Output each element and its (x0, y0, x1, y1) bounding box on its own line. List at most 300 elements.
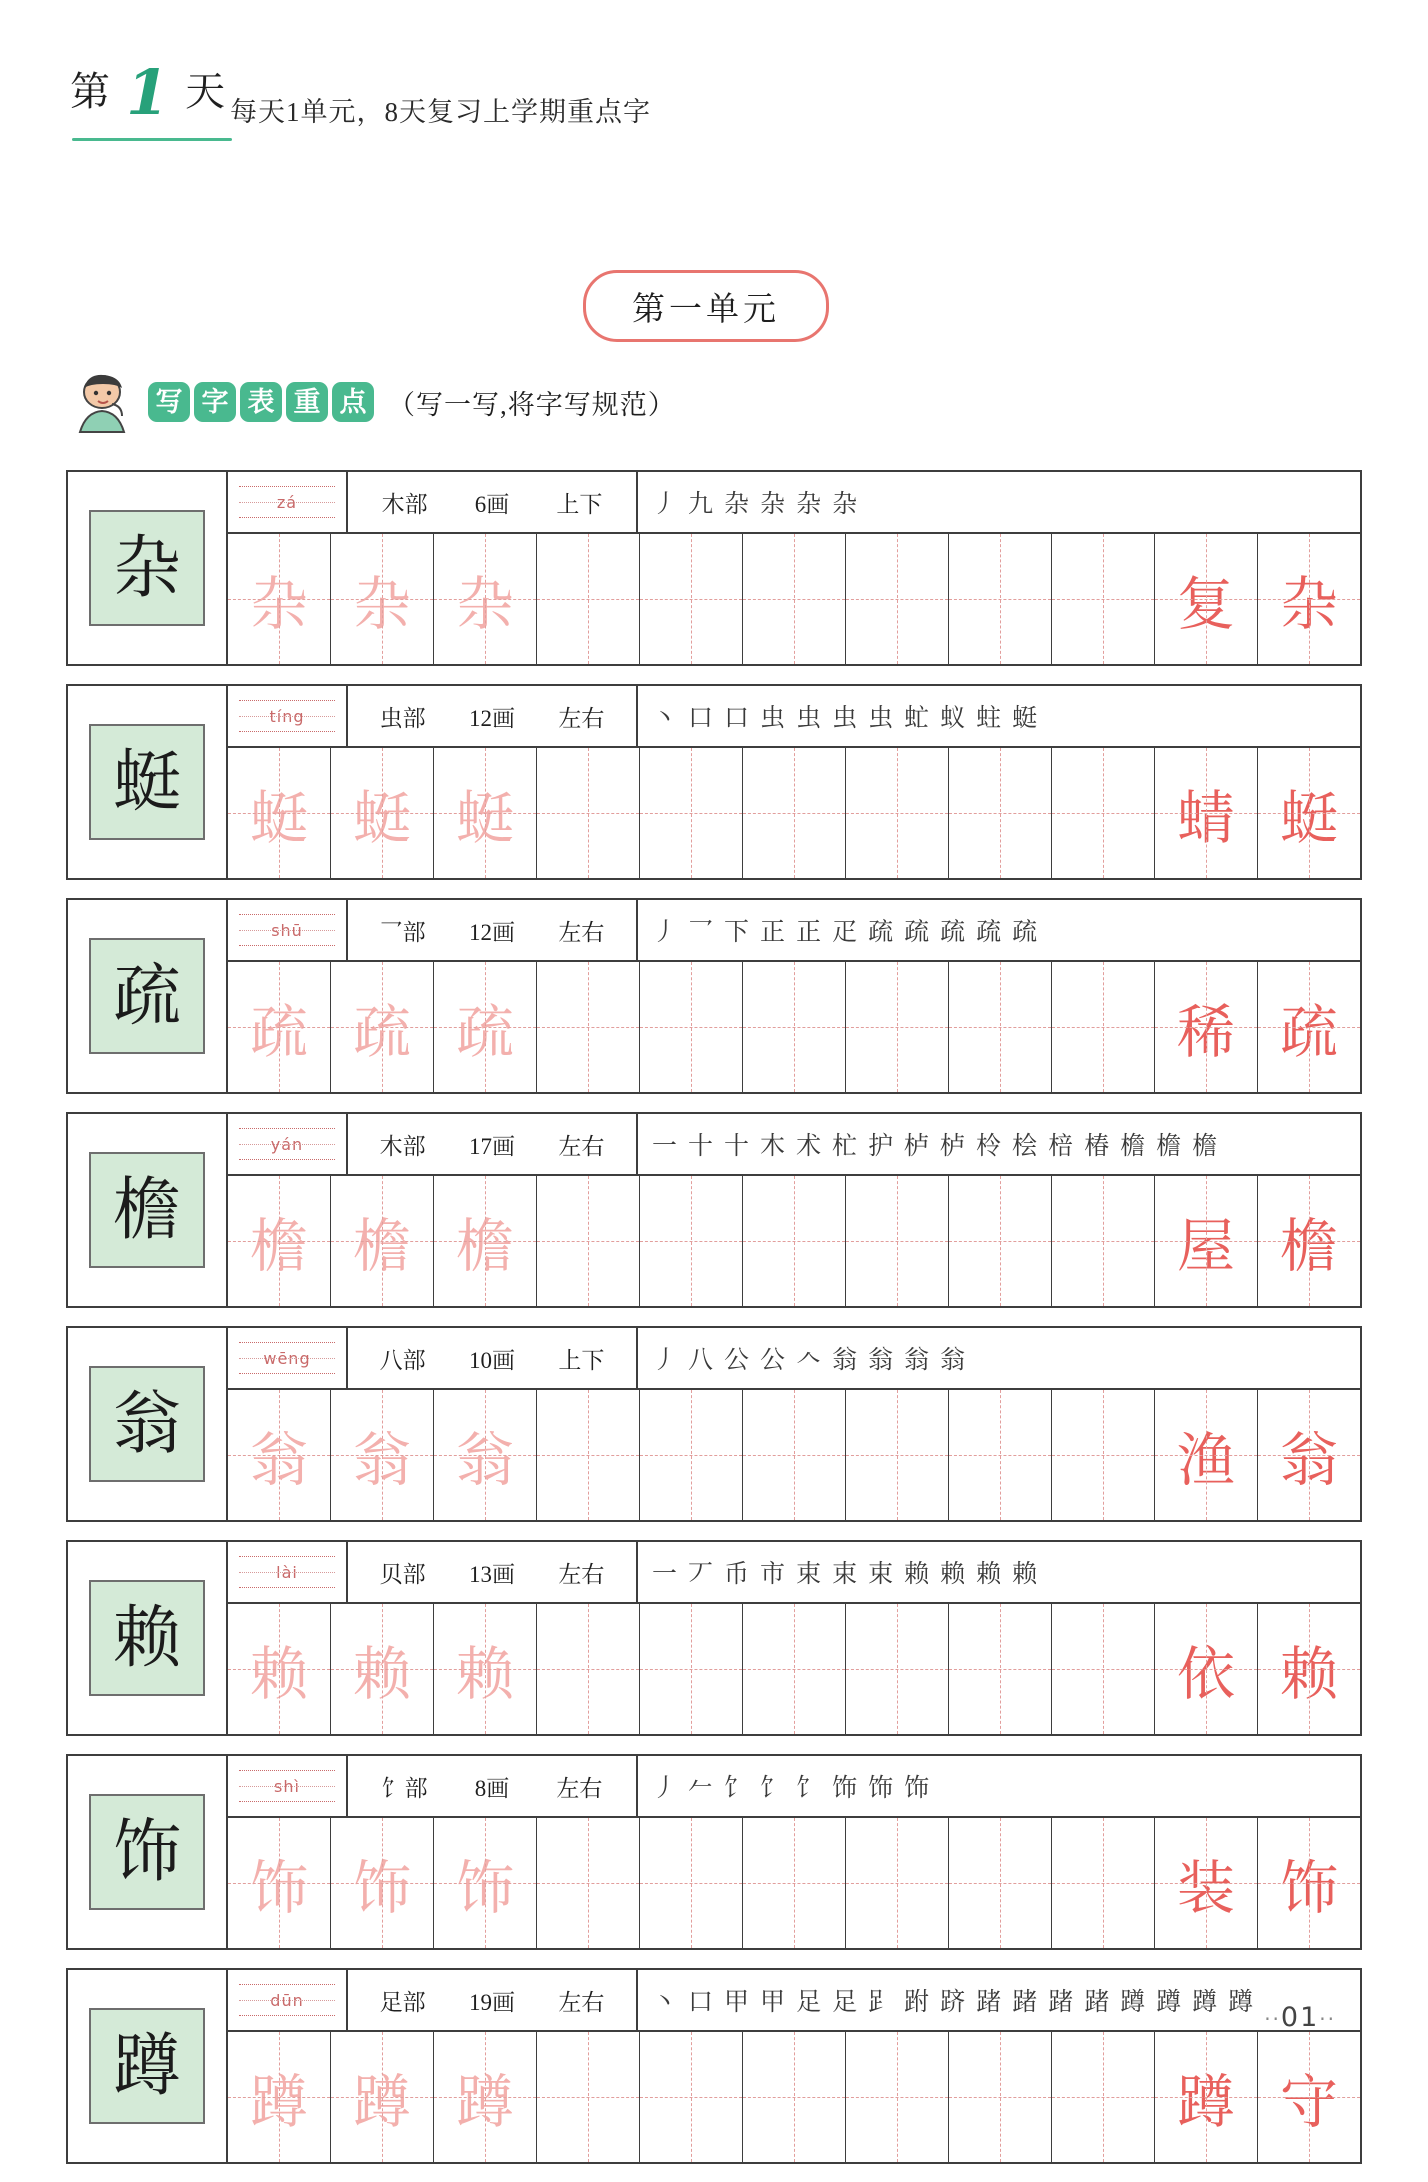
stroke-order-sequence (638, 686, 1360, 746)
radical-label: 木部 (381, 491, 428, 517)
stroke-step: 丿 (652, 1775, 680, 1802)
stroke-step: 虫 (760, 705, 788, 732)
practice-cell-filled[interactable]: 赖 (331, 1604, 434, 1734)
practice-cell-empty[interactable] (537, 962, 640, 1092)
practice-cell-empty[interactable] (537, 1176, 640, 1306)
pinyin-value: shū (239, 914, 335, 946)
stroke-step: 疏 (868, 919, 896, 946)
stroke-step: 椿 (1084, 1133, 1112, 1160)
stroke-step: 乛 (688, 919, 716, 946)
practice-cell-empty[interactable] (1052, 748, 1155, 878)
character-cell (68, 472, 228, 664)
stroke-step: 口 (688, 705, 716, 732)
row-right-area (228, 1328, 1360, 1520)
structure-label: 左右 (558, 705, 605, 731)
practice-cell-empty[interactable] (846, 1604, 949, 1734)
structure-label: 上下 (556, 491, 603, 517)
stroke-step: 币 (724, 1561, 752, 1588)
stroke-step: 栌 (904, 1133, 932, 1160)
stroke-order-sequence (638, 900, 1360, 960)
practice-cell-filled[interactable]: 赖 (228, 1604, 331, 1734)
word-cell[interactable]: 依 (1155, 1604, 1258, 1734)
practice-cell-filled[interactable]: 蜓 (228, 748, 331, 878)
stroke-step: 杂 (832, 491, 860, 518)
practice-cell-empty[interactable] (846, 748, 949, 878)
character-glyph: 饰 (89, 1794, 205, 1910)
character-meta (348, 1114, 638, 1174)
practice-cell-empty[interactable] (743, 534, 846, 664)
row-info-bar (228, 1328, 1360, 1390)
stroke-step: 檐 (1120, 1133, 1148, 1160)
practice-cell-empty[interactable] (1052, 534, 1155, 664)
character-cell (68, 1756, 228, 1948)
character-row (66, 1968, 1362, 2164)
character-row (66, 1754, 1362, 1950)
practice-cell-filled[interactable]: 翁 (331, 1390, 434, 1520)
stroke-count-label: 13画 (468, 1561, 515, 1587)
stroke-step: 足 (796, 1989, 824, 2016)
practice-grid (228, 1818, 1360, 1948)
character-meta (348, 1328, 638, 1388)
practice-cell-filled[interactable]: 蜓 (331, 748, 434, 878)
practice-cell-filled[interactable]: 赖 (434, 1604, 537, 1734)
stroke-step: 一 (652, 1133, 680, 1160)
practice-cell-empty[interactable] (949, 1176, 1052, 1306)
stroke-step: 丿 (652, 1347, 680, 1374)
stroke-step: 九 (688, 491, 716, 518)
stroke-step: 檐 (1192, 1133, 1220, 1160)
stroke-step: 足 (832, 1989, 860, 2016)
stroke-step: 束 (796, 1561, 824, 1588)
practice-cell-empty[interactable] (846, 1390, 949, 1520)
practice-cell-empty[interactable] (743, 2032, 846, 2162)
stroke-step: 护 (868, 1133, 896, 1160)
word-cell[interactable]: 复 (1155, 534, 1258, 664)
stroke-step: 虫 (832, 705, 860, 732)
practice-cell-empty[interactable] (949, 2032, 1052, 2162)
practice-cell-empty[interactable] (1052, 1176, 1155, 1306)
unit-badge: 第一单元 (583, 270, 829, 342)
radical-label: 贝部 (379, 1561, 426, 1587)
practice-grid (228, 748, 1360, 878)
practice-cell-filled[interactable]: 疏 (228, 962, 331, 1092)
row-right-area (228, 1970, 1360, 2162)
word-cell[interactable]: 饰 (1258, 1818, 1360, 1948)
character-meta (348, 686, 638, 746)
badge-char-4: 点 (332, 382, 374, 422)
word-cell[interactable]: 檐 (1258, 1176, 1360, 1306)
word-cell[interactable]: 稀 (1155, 962, 1258, 1092)
structure-label: 左右 (558, 1561, 605, 1587)
badge-char-1: 字 (194, 382, 236, 422)
pinyin-cell[interactable] (228, 1970, 348, 2030)
stroke-step: 赖 (1012, 1561, 1040, 1588)
practice-cell-empty[interactable] (846, 2032, 949, 2162)
practice-cell-filled[interactable]: 檐 (434, 1176, 537, 1306)
section-badge (148, 382, 374, 422)
stroke-count-label: 12画 (468, 705, 515, 731)
row-right-area (228, 1114, 1360, 1306)
structure-label: 左右 (558, 1133, 605, 1159)
stroke-step: 丶 (652, 1989, 680, 2016)
stroke-step: 翁 (904, 1347, 932, 1374)
practice-cell-empty[interactable] (949, 1818, 1052, 1948)
row-info-bar (228, 686, 1360, 748)
word-cell[interactable]: 渔 (1155, 1390, 1258, 1520)
pinyin-cell[interactable] (228, 472, 348, 532)
practice-cell-empty[interactable] (846, 534, 949, 664)
practice-cell-empty[interactable] (537, 1818, 640, 1948)
practice-cell-empty[interactable] (743, 962, 846, 1092)
stroke-step: 跗 (904, 1989, 932, 2016)
stroke-order-sequence (638, 1328, 1360, 1388)
row-right-area (228, 686, 1360, 878)
practice-cell-filled[interactable]: 翁 (228, 1390, 331, 1520)
stroke-step: 公 (760, 1347, 788, 1374)
row-info-bar (228, 1756, 1360, 1818)
character-cell (68, 1328, 228, 1520)
practice-cell-empty[interactable] (1052, 2032, 1155, 2162)
row-info-bar (228, 1542, 1360, 1604)
day-prefix: 第 (70, 69, 112, 114)
pinyin-value: lài (239, 1556, 335, 1588)
page-subtitle: 每天1单元，8天复习上学期重点字 (230, 97, 651, 127)
practice-cell-empty[interactable] (949, 534, 1052, 664)
character-meta (348, 1970, 638, 2030)
practice-grid (228, 1604, 1360, 1734)
character-meta (348, 472, 638, 532)
stroke-step: 翁 (832, 1347, 860, 1374)
character-row (66, 1326, 1362, 1522)
character-cell (68, 1970, 228, 2162)
stroke-step: 赖 (940, 1561, 968, 1588)
section-note: （写一写,将字写规范） (388, 389, 676, 420)
pinyin-cell[interactable] (228, 1328, 348, 1388)
stroke-step: 正 (760, 919, 788, 946)
practice-cell-empty[interactable] (846, 1176, 949, 1306)
radical-label: 木部 (379, 1133, 426, 1159)
stroke-step: 甲 (724, 1989, 752, 2016)
stroke-step: 𧾷 (868, 1989, 896, 2016)
stroke-order-sequence (638, 1756, 1360, 1816)
stroke-step: 翁 (940, 1347, 968, 1374)
stroke-step: 蹲 (1156, 1989, 1184, 2016)
practice-grid (228, 1176, 1360, 1306)
word-cell[interactable]: 杂 (1258, 534, 1360, 664)
character-row (66, 684, 1362, 880)
stroke-step: 口 (688, 1989, 716, 2016)
practice-cell-filled[interactable]: 蜓 (434, 748, 537, 878)
stroke-step: 跻 (940, 1989, 968, 2016)
pinyin-value: shì (239, 1770, 335, 1802)
pinyin-cell[interactable] (228, 1542, 348, 1602)
character-glyph: 赖 (89, 1580, 205, 1696)
stroke-step: 口 (724, 705, 752, 732)
radical-label: 饣部 (381, 1775, 428, 1801)
pinyin-value: dūn (239, 1984, 335, 2016)
character-glyph: 蜓 (89, 724, 205, 840)
stroke-step: 虫 (796, 705, 824, 732)
stroke-step: 十 (724, 1133, 752, 1160)
practice-cell-filled[interactable]: 疏 (331, 962, 434, 1092)
stroke-step: 木 (760, 1133, 788, 1160)
practice-cell-filled[interactable]: 饰 (434, 1818, 537, 1948)
stroke-step: 赖 (976, 1561, 1004, 1588)
practice-cell-filled[interactable]: 杂 (331, 534, 434, 664)
stroke-count-label: 19画 (468, 1989, 515, 2015)
character-row (66, 1540, 1362, 1736)
stroke-step: 疏 (1012, 919, 1040, 946)
pinyin-value: wēng (239, 1342, 335, 1374)
practice-cell-empty[interactable] (537, 1604, 640, 1734)
stroke-step: 疏 (904, 919, 932, 946)
character-glyph: 蹲 (89, 2008, 205, 2124)
stroke-step: 踷 (976, 1989, 1004, 2016)
stroke-step: 疏 (976, 919, 1004, 946)
badge-char-0: 写 (148, 382, 190, 422)
practice-grid (228, 534, 1360, 664)
word-cell[interactable]: 屋 (1155, 1176, 1258, 1306)
row-info-bar (228, 1114, 1360, 1176)
stroke-step: 栌 (940, 1133, 968, 1160)
practice-cell-empty[interactable] (743, 1390, 846, 1520)
stroke-count-label: 10画 (468, 1347, 515, 1373)
stroke-step: 蹲 (1192, 1989, 1220, 2016)
practice-cell-empty[interactable] (743, 1818, 846, 1948)
practice-cell-empty[interactable] (846, 962, 949, 1092)
practice-cell-empty[interactable] (949, 962, 1052, 1092)
practice-cell-empty[interactable] (640, 962, 743, 1092)
practice-cell-empty[interactable] (640, 1176, 743, 1306)
stroke-order-sequence (638, 472, 1360, 532)
practice-cell-filled[interactable]: 翁 (434, 1390, 537, 1520)
radical-label: 乛部 (379, 919, 426, 945)
stroke-step: 八 (688, 1347, 716, 1374)
pinyin-value: tíng (239, 700, 335, 732)
stroke-step: 𠆢 (796, 1347, 824, 1374)
practice-cell-empty[interactable] (537, 748, 640, 878)
page-number-dots-right: ·· (1319, 2007, 1336, 2031)
practice-cell-filled[interactable]: 蹲 (434, 2032, 537, 2162)
character-rows (66, 470, 1362, 2182)
stroke-step: 丆 (688, 1561, 716, 1588)
character-meta (348, 900, 638, 960)
row-info-bar (228, 900, 1360, 962)
stroke-step: 市 (760, 1561, 788, 1588)
stroke-step: 饣 (724, 1775, 752, 1802)
practice-grid (228, 1390, 1360, 1520)
pinyin-cell[interactable] (228, 1756, 348, 1816)
stroke-step: 饣 (760, 1775, 788, 1802)
practice-cell-empty[interactable] (537, 534, 640, 664)
stroke-count-label: 17画 (468, 1133, 515, 1159)
stroke-step: 蛀 (976, 705, 1004, 732)
structure-label: 左右 (556, 1775, 603, 1801)
stroke-step: 下 (724, 919, 752, 946)
practice-cell-empty[interactable] (537, 2032, 640, 2162)
character-cell (68, 900, 228, 1092)
character-glyph: 翁 (89, 1366, 205, 1482)
pinyin-cell[interactable] (228, 1114, 348, 1174)
badge-char-2: 表 (240, 382, 282, 422)
practice-cell-empty[interactable] (743, 748, 846, 878)
character-row (66, 1112, 1362, 1308)
practice-cell-filled[interactable]: 饰 (228, 1818, 331, 1948)
structure-label: 左右 (558, 1989, 605, 2015)
pinyin-value: zá (239, 486, 335, 518)
character-glyph: 疏 (89, 938, 205, 1054)
row-right-area (228, 1756, 1360, 1948)
character-cell (68, 1542, 228, 1734)
stroke-order-sequence (638, 1542, 1360, 1602)
stroke-step: 踷 (1012, 1989, 1040, 2016)
row-right-area (228, 1542, 1360, 1734)
practice-cell-filled[interactable]: 杂 (434, 534, 537, 664)
practice-grid (228, 962, 1360, 1092)
practice-cell-empty[interactable] (640, 2032, 743, 2162)
practice-cell-filled[interactable]: 檐 (228, 1176, 331, 1306)
practice-cell-filled[interactable]: 疏 (434, 962, 537, 1092)
practice-cell-empty[interactable] (949, 1390, 1052, 1520)
stroke-step: 檐 (1156, 1133, 1184, 1160)
stroke-step: 杧 (832, 1133, 860, 1160)
word-cell[interactable]: 装 (1155, 1818, 1258, 1948)
badge-char-3: 重 (286, 382, 328, 422)
day-suffix: 天 (185, 69, 228, 114)
practice-cell-empty[interactable] (640, 1818, 743, 1948)
stroke-order-sequence (638, 1970, 1360, 2030)
stroke-step: 一 (652, 1561, 680, 1588)
word-cell[interactable]: 蜻 (1155, 748, 1258, 878)
stroke-step: 甲 (760, 1989, 788, 2016)
radical-label: 虫部 (379, 705, 426, 731)
character-meta (348, 1542, 638, 1602)
practice-cell-empty[interactable] (1052, 1604, 1155, 1734)
stroke-step: 蹲 (1228, 1989, 1256, 2016)
practice-cell-empty[interactable] (640, 534, 743, 664)
stroke-step: 赖 (904, 1561, 932, 1588)
stroke-step: 踷 (1048, 1989, 1076, 2016)
practice-cell-empty[interactable] (1052, 1818, 1155, 1948)
practice-cell-filled[interactable]: 蹲 (228, 2032, 331, 2162)
practice-cell-empty[interactable] (640, 1604, 743, 1734)
pinyin-cell[interactable] (228, 900, 348, 960)
stroke-step: 𠂉 (688, 1775, 716, 1802)
stroke-step: 虻 (904, 705, 932, 732)
stroke-step: 十 (688, 1133, 716, 1160)
word-cell[interactable]: 蜓 (1258, 748, 1360, 878)
stroke-step: 疏 (940, 919, 968, 946)
stroke-step: 蜓 (1012, 705, 1040, 732)
practice-cell-empty[interactable] (846, 1818, 949, 1948)
stroke-step: 翁 (868, 1347, 896, 1374)
practice-cell-filled[interactable]: 杂 (228, 534, 331, 664)
practice-cell-empty[interactable] (1052, 1390, 1155, 1520)
stroke-count-label: 12画 (468, 919, 515, 945)
section-heading (72, 370, 676, 434)
practice-cell-empty[interactable] (640, 1390, 743, 1520)
row-info-bar (228, 472, 1360, 534)
page-number (1264, 2002, 1336, 2033)
practice-cell-filled[interactable]: 蹲 (331, 2032, 434, 2162)
character-cell (68, 1114, 228, 1306)
stroke-step: 术 (796, 1133, 824, 1160)
page-number-value: 01 (1280, 2002, 1320, 2033)
stroke-count-label: 6画 (474, 491, 510, 517)
stroke-step: 丿 (652, 919, 680, 946)
stroke-step: 杂 (796, 491, 824, 518)
practice-cell-filled[interactable]: 饰 (331, 1818, 434, 1948)
practice-cell-filled[interactable]: 檐 (331, 1176, 434, 1306)
practice-cell-empty[interactable] (537, 1390, 640, 1520)
stroke-step: 束 (832, 1561, 860, 1588)
student-avatar-icon (72, 370, 134, 434)
word-cell[interactable]: 守 (1258, 2032, 1360, 2162)
practice-cell-empty[interactable] (743, 1176, 846, 1306)
stroke-step: 丶 (652, 705, 680, 732)
stroke-step: 丿 (652, 491, 680, 518)
row-info-bar (228, 1970, 1360, 2032)
character-glyph: 杂 (89, 510, 205, 626)
stroke-step: 杂 (724, 491, 752, 518)
stroke-step: 束 (868, 1561, 896, 1588)
character-glyph: 檐 (89, 1152, 205, 1268)
practice-cell-empty[interactable] (1052, 962, 1155, 1092)
structure-label: 上下 (558, 1347, 605, 1373)
practice-cell-empty[interactable] (640, 748, 743, 878)
day-underline (72, 138, 232, 141)
stroke-step: 踷 (1084, 1989, 1112, 2016)
character-row (66, 898, 1362, 1094)
row-right-area (228, 472, 1360, 664)
word-cell[interactable]: 翁 (1258, 1390, 1360, 1520)
stroke-step: 疋 (832, 919, 860, 946)
stroke-order-sequence (638, 1114, 1360, 1174)
stroke-step: 饰 (832, 1775, 860, 1802)
radical-label: 足部 (379, 1989, 426, 2015)
stroke-step: 饰 (904, 1775, 932, 1802)
stroke-step: 桧 (1012, 1133, 1040, 1160)
practice-cell-empty[interactable] (949, 1604, 1052, 1734)
pinyin-value: yán (239, 1128, 335, 1160)
stroke-step: 蚁 (940, 705, 968, 732)
page-number-dots-left: ·· (1264, 2007, 1281, 2031)
stroke-step: 棓 (1048, 1133, 1076, 1160)
structure-label: 左右 (558, 919, 605, 945)
character-cell (68, 686, 228, 878)
word-cell[interactable]: 蹲 (1155, 2032, 1258, 2162)
stroke-count-label: 8画 (474, 1775, 510, 1801)
stroke-step: 正 (796, 919, 824, 946)
stroke-step: 虫 (868, 705, 896, 732)
radical-label: 八部 (379, 1347, 426, 1373)
row-right-area (228, 900, 1360, 1092)
stroke-step: 饰 (868, 1775, 896, 1802)
practice-grid (228, 2032, 1360, 2162)
stroke-step: 饣 (796, 1775, 824, 1802)
word-cell[interactable]: 疏 (1258, 962, 1360, 1092)
day-number: 1 (126, 56, 172, 130)
stroke-step: 公 (724, 1347, 752, 1374)
stroke-step: 蹲 (1120, 1989, 1148, 2016)
character-row (66, 470, 1362, 666)
character-meta (348, 1756, 638, 1816)
practice-cell-empty[interactable] (949, 748, 1052, 878)
practice-cell-empty[interactable] (743, 1604, 846, 1734)
pinyin-cell[interactable] (228, 686, 348, 746)
stroke-step: 柃 (976, 1133, 1004, 1160)
word-cell[interactable]: 赖 (1258, 1604, 1360, 1734)
